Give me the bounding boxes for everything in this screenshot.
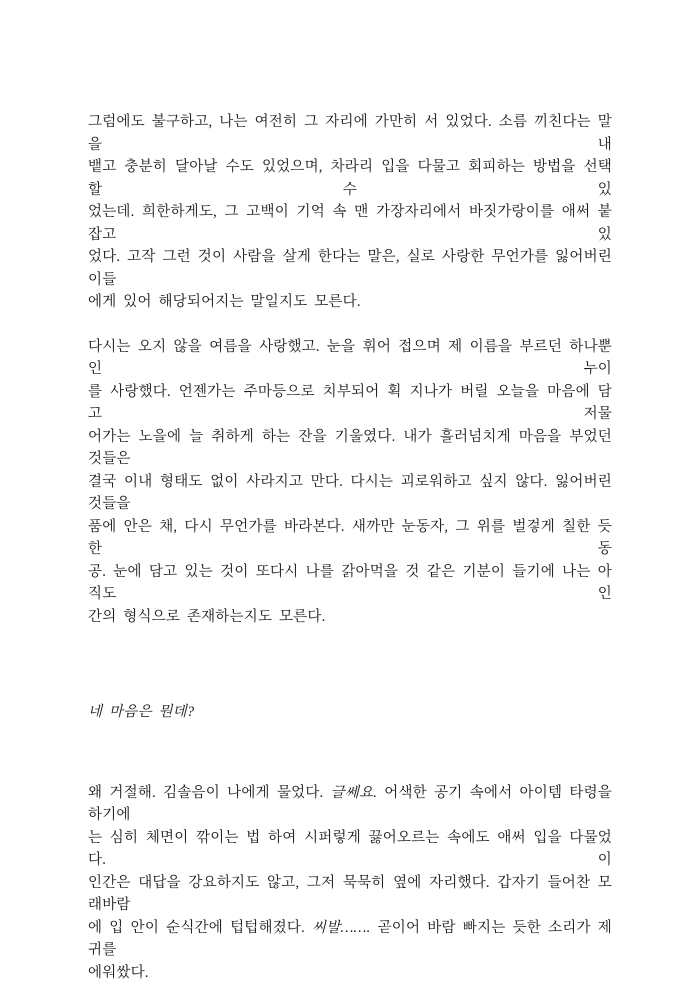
- text-line: [88, 111, 612, 156]
- body-text: 었는데. 희한하게도, 그 고백이 기억 속 맨 가장자리에서 바짓가랑이를 애써 붙잡고 있: [88, 204, 612, 243]
- document-page-content: [88, 111, 612, 984]
- body-text: 결국 이내 형태도 없이 사라지고 만다. 다시는 괴로워하고 싶지 않다. 잃어버린 것들을: [88, 473, 612, 512]
- body-text: 공. 눈에 담고 있는 것이 또다시 나를 갉아먹을 것 같은 기분이 들기에 나는 아직도 인: [88, 563, 612, 602]
- text-line: [88, 201, 612, 246]
- body-text: 그럼에도 불구하고, 나는 여전히 그 자리에 가만히 서 있었다. 소름 끼친다는 말을 내: [88, 114, 612, 153]
- body-text: 에워쌌다.: [88, 964, 149, 981]
- body-text: 에 입 안이 순식간에 텁텁해졌다.: [88, 919, 313, 936]
- body-text: 는 심히 체면이 깎이는 법 하여 시퍼렇게 끓어오르는 속에도 애써 입을 다물었다. 이: [88, 829, 612, 868]
- body-text: 었다. 고작 그런 것이 사람을 살게 한다는 말은, 실로 사랑한 무언가를 잃어버린 이들: [88, 249, 612, 288]
- body-text: 다시는 오지 않을 여름을 사랑했고. 눈을 휘어 접으며 제 이름을 부르던 하나뿐인 누이: [88, 338, 612, 377]
- body-text: 에게 있어 해당되어지는 말일지도 모른다.: [88, 294, 361, 310]
- body-text: 어가는 노을에 늘 취하게 하는 잔을 기울였다. 내가 흘러넘치게 마음을 부었던 것들은: [88, 428, 612, 467]
- text-line: [88, 872, 612, 917]
- paragraph-1: [88, 111, 612, 314]
- text-line: [88, 561, 612, 606]
- body-text: 를 사랑했다. 언젠가는 주마등으로 치부되어 획 지나가 버릴 오늘을 마음에 담고 저물: [88, 383, 612, 422]
- body-text: 왜 거절해. 김솔음이 나에게 물었다.: [88, 784, 331, 801]
- paragraph-3: [88, 782, 612, 985]
- text-line: [88, 426, 612, 471]
- text-line: [88, 471, 612, 516]
- text-line: [88, 962, 612, 985]
- text-line: [88, 701, 612, 724]
- text-line: [88, 246, 612, 291]
- text-line: [88, 156, 612, 201]
- body-text: 어색한 공기 속에서 아이템 타령을 하기에: [88, 784, 612, 823]
- body-text: 인간은 대답을 강요하지도 않고, 그저 묵묵히 옆에 자리했다. 갑자기 들어찬 모래바람: [88, 874, 612, 913]
- emphasis-italic-text: 글쎄요.: [330, 784, 378, 801]
- body-text: 뱉고 충분히 달아날 수도 있었으며, 차라리 입을 다물고 회피하는 방법을 선택할 수 있: [88, 159, 612, 198]
- emphasis-italic-text: 씨발…….: [312, 919, 371, 936]
- paragraph-quote: [88, 701, 612, 724]
- text-line: [88, 381, 612, 426]
- paragraph-2: [88, 336, 612, 629]
- text-line: [88, 336, 612, 381]
- text-line: [88, 782, 612, 827]
- text-line: [88, 516, 612, 561]
- text-line: [88, 917, 612, 962]
- emphasis-italic-text: 네 마음은 뭔데?: [88, 704, 195, 720]
- body-text: 품에 안은 채, 다시 무언가를 바라본다. 새까만 눈동자, 그 위를 벌겋게 칠한 듯한 동: [88, 518, 612, 557]
- body-text: 간의 형식으로 존재하는지도 모른다.: [88, 608, 326, 625]
- body-text: 곧이어 바람 빠지는 듯한 소리가 제 귀를: [88, 919, 613, 958]
- text-line: [88, 291, 612, 314]
- text-line: [88, 827, 612, 872]
- text-line: [88, 606, 612, 629]
